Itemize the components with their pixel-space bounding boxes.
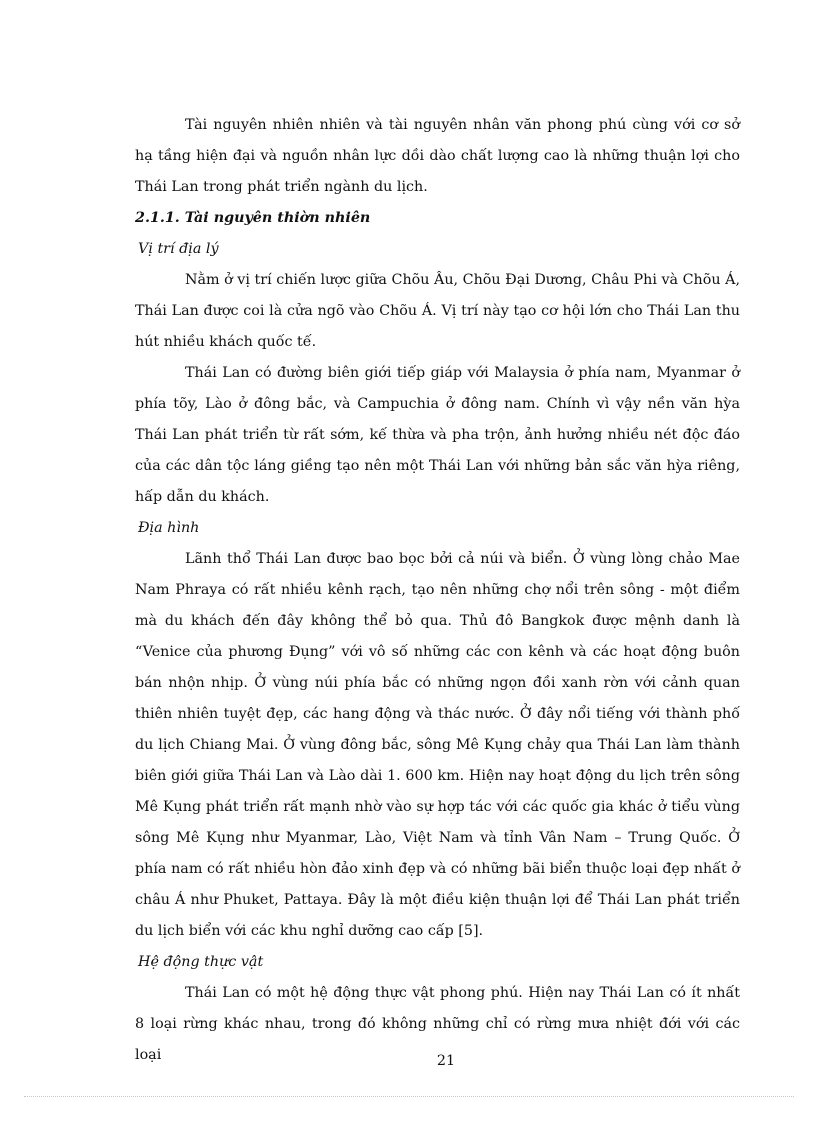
terrain-paragraph: Lãnh thổ Thái Lan được bao bọc bởi cả núi và biển. Ở vùng lòng chảo Mae Nam Phraya có rất nhiều kênh rạch, tạo nên những chợ nổi trên sông - một điểm mà du khách đến đây không thể bỏ qua. Thủ đô Bangkok được mệnh danh là “Venice của phương Đụng” với vô số những các con kênh và các hoạt động buôn bán nhộn nhịp. Ở vùng núi phía bắc có những ngọn đồi xanh rờn với cảnh quan thiên nhiên tuyệt đẹp, các hang động và thác nước. Ở đây nổi tiếng với thành phố du lịch Chiang Mai. Ở vùng đông bắc, sông Mê Kụng chảy qua Thái Lan làm thành biên giới giữa Thái Lan và Lào dài 1. 600 km. Hiện nay hoạt động du lịch trên sông Mê Kụng phát triển rất mạnh nhờ vào sự hợp tác với các quốc gia khác ở tiểu vùng sông Mê Kụng như Myanmar, Lào, Việt Nam và tỉnh Vân Nam – Trung Quốc. Ở phía nam có rất nhiều hòn đảo xinh đẹp và có những bãi biển thuộc loại đẹp nhất ở châu Á như Phuket, Pattaya. Đây là một điều kiện thuận lợi để Thái Lan phát triển du lịch biển với các khu nghỉ dưỡng cao cấp [5]. bbox=[135, 551, 740, 939]
intro-paragraph: Tài nguyên nhiên nhiên và tài nguyên nhân văn phong phú cùng với cơ sở hạ tầng hiện đại và nguồn nhân lực dồi dào chất lượng cao là những thuận lợi cho Thái Lan trong phát triển ngành du lịch. bbox=[135, 117, 740, 195]
location-paragraph-2: Thái Lan có đường biên giới tiếp giáp với Malaysia ở phía nam, Myanmar ở phía tõy, Lào ở đông bắc, và Campuchia ở đông nam. Chính vì vậy nền văn hỳa Thái Lan phát triển từ rất sớm, kế thừa và pha trộn, ảnh hưởng nhiều nét độc đáo của các dân tộc láng giềng tạo nên một Thái Lan với những bản sắc văn hỳa riêng, hấp dẫn du khách. bbox=[135, 365, 740, 505]
page-number: 21 bbox=[436, 1053, 456, 1069]
subheading-terrain: Địa hình bbox=[138, 520, 200, 536]
location-paragraph-1: Nằm ở vị trí chiến lược giữa Chõu Âu, Chõu Đại Dương, Châu Phi và Chõu Á, Thái Lan được coi là cửa ngõ vào Chõu Á. Vị trí này tạo cơ hội lớn cho Thái Lan thu hút nhiều khách quốc tế. bbox=[135, 272, 740, 350]
page-bottom-divider bbox=[24, 1096, 794, 1097]
subheading-flora-fauna: Hệ động thực vật bbox=[138, 954, 264, 970]
flora-fauna-paragraph: Thái Lan có một hệ động thực vật phong phú. Hiện nay Thái Lan có ít nhất 8 loại rừng khác nhau, trong đó không những chỉ có rừng mưa nhiệt đới với các loại bbox=[135, 985, 740, 1063]
subheading-location: Vị trí địa lý bbox=[138, 241, 219, 257]
section-heading: 2.1.1. Tài nguyên thiờn nhiên bbox=[135, 210, 371, 226]
page-content bbox=[135, 110, 740, 1071]
